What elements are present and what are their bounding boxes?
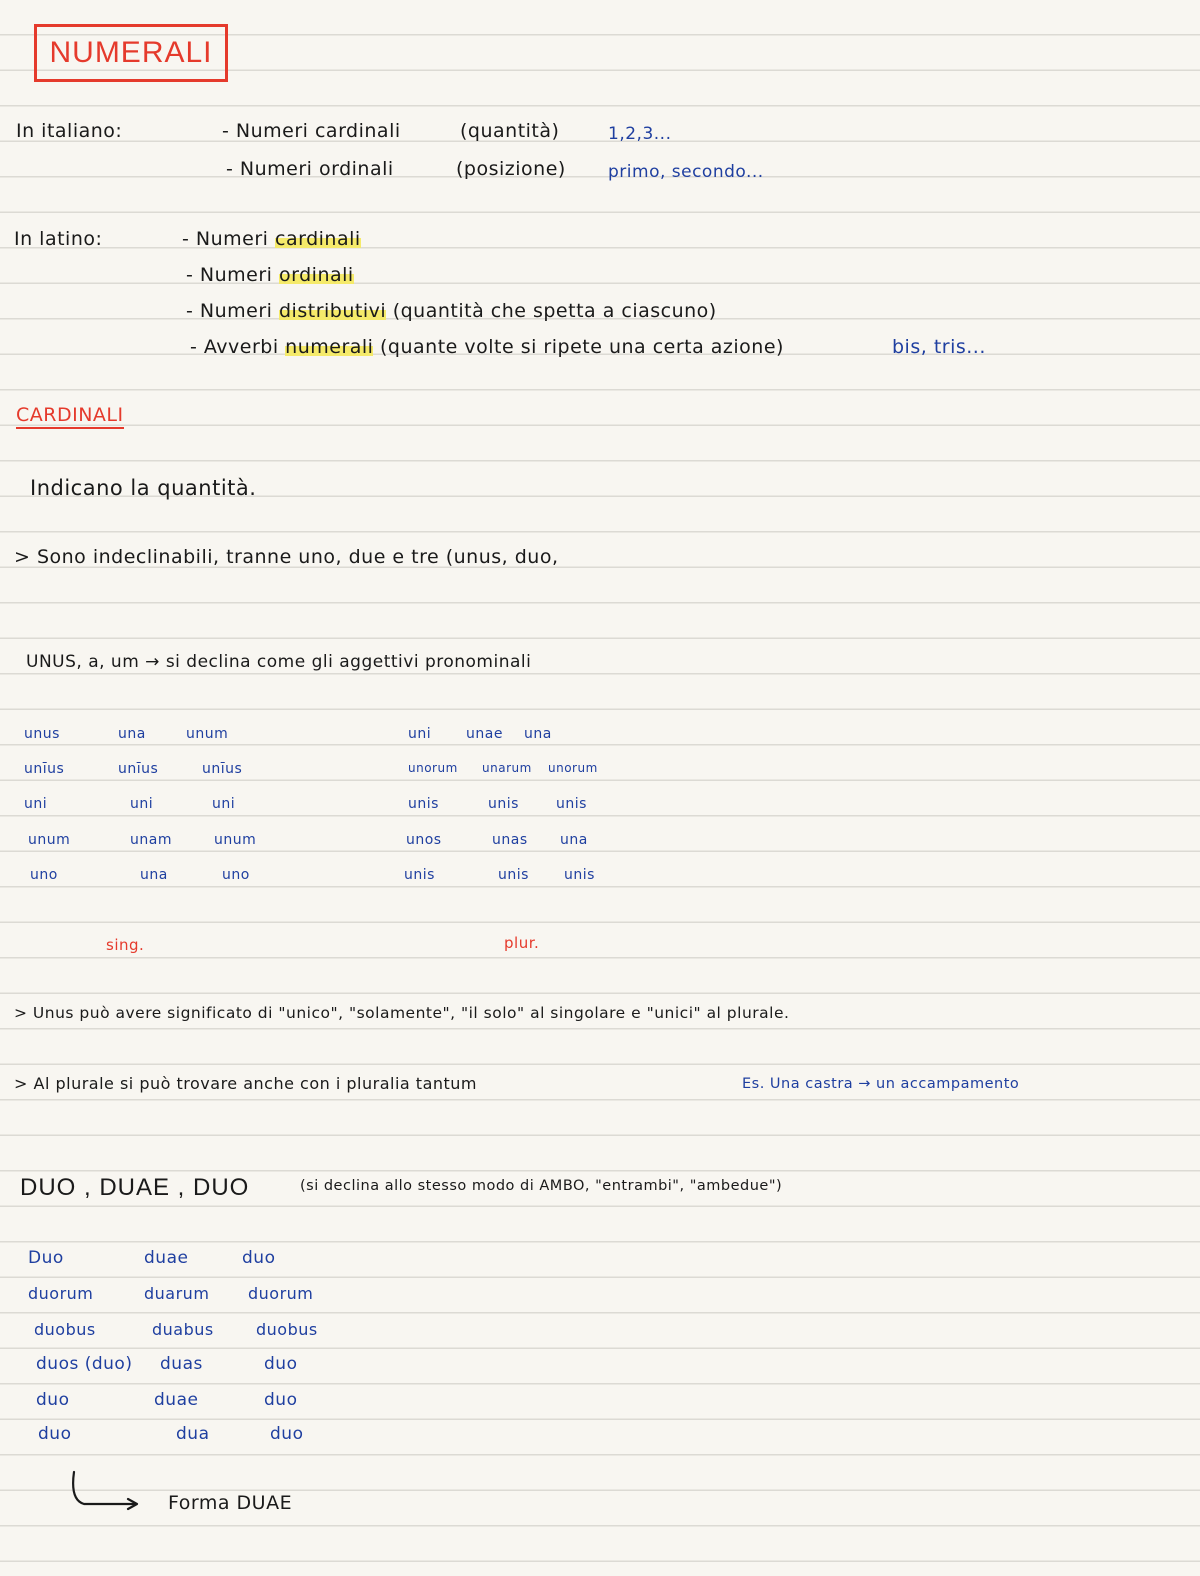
table-cell: unus bbox=[24, 726, 60, 742]
table-cell: uno bbox=[222, 867, 250, 883]
table-cell: duo bbox=[270, 1424, 304, 1444]
table-cell: dua bbox=[176, 1424, 210, 1444]
table-cell: unas bbox=[492, 832, 528, 848]
latino-item-highlight: numerali bbox=[285, 336, 374, 358]
italiano-item-ordinali: - Numeri ordinali bbox=[226, 158, 394, 180]
table-cell: duorum bbox=[248, 1284, 314, 1303]
cardinali-intro: Indicano la quantità. bbox=[30, 476, 257, 500]
cardinali-heading: CARDINALI bbox=[16, 404, 124, 429]
table-cell: unos bbox=[406, 832, 442, 848]
latino-item-note: (quante volte si ripete una certa azione) bbox=[380, 336, 784, 358]
unus-note-2-example: Es. Una castra → un accampamento bbox=[742, 1076, 1020, 1092]
plur-label: plur. bbox=[504, 934, 540, 952]
table-cell: duorum bbox=[28, 1284, 94, 1303]
table-cell: unarum bbox=[482, 761, 532, 775]
duo-heading: DUO , DUAE , DUO bbox=[20, 1174, 250, 1201]
table-cell: unis bbox=[564, 867, 595, 883]
table-cell: unum bbox=[186, 726, 229, 742]
latino-item-prefix: - Numeri bbox=[182, 228, 269, 250]
table-cell: unis bbox=[556, 796, 587, 812]
table-cell: duo bbox=[242, 1248, 276, 1268]
latino-item-distributivi bbox=[186, 300, 717, 322]
latino-item-prefix: - Numeri bbox=[186, 300, 273, 322]
italiano-item-cardinali-example: 1,2,3... bbox=[608, 124, 672, 144]
table-cell: duo bbox=[38, 1424, 72, 1444]
hook-arrow-icon bbox=[66, 1470, 146, 1516]
table-cell: unorum bbox=[548, 761, 598, 775]
table-cell: unam bbox=[130, 832, 172, 848]
italiano-item-cardinali: - Numeri cardinali bbox=[222, 120, 401, 142]
table-cell: una bbox=[118, 726, 146, 742]
table-cell: duo bbox=[264, 1390, 298, 1410]
italiano-item-ordinali-note: (posizione) bbox=[456, 158, 566, 180]
cardinali-rule: > Sono indeclinabili, tranne uno, due e tre (unus, duo, bbox=[14, 546, 559, 568]
table-cell: unis bbox=[498, 867, 529, 883]
duo-arrow-note: Forma DUAE bbox=[168, 1492, 293, 1514]
table-cell: unorum bbox=[408, 761, 458, 775]
table-cell: uni bbox=[130, 796, 154, 812]
latino-item-highlight: distributivi bbox=[279, 300, 387, 322]
sing-label: sing. bbox=[106, 936, 145, 954]
italiano-label: In italiano: bbox=[16, 120, 123, 142]
table-cell: duo bbox=[264, 1354, 298, 1374]
table-cell: unum bbox=[28, 832, 71, 848]
table-cell: unis bbox=[488, 796, 519, 812]
table-cell: una bbox=[560, 832, 588, 848]
table-cell: unis bbox=[404, 867, 435, 883]
unus-note-2: > Al plurale si può trovare anche con i pluralia tantum bbox=[14, 1074, 478, 1093]
table-cell: uni bbox=[408, 726, 432, 742]
latino-item-note: (quantità che spetta a ciascuno) bbox=[392, 300, 717, 322]
latino-item-avverbi bbox=[190, 336, 784, 358]
table-cell: unum bbox=[214, 832, 257, 848]
latino-item-highlight: ordinali bbox=[279, 264, 354, 286]
table-cell: uno bbox=[30, 867, 58, 883]
latino-item-ordinali bbox=[186, 264, 354, 286]
table-cell: Duo bbox=[28, 1248, 64, 1268]
table-cell: unīus bbox=[202, 761, 243, 777]
latino-label: In latino: bbox=[14, 228, 103, 250]
unus-heading: UNUS, a, um → si declina come gli aggettivi pronominali bbox=[26, 652, 532, 672]
latino-item-prefix: - Avverbi bbox=[190, 336, 279, 358]
table-cell: duo bbox=[36, 1390, 70, 1410]
table-cell: una bbox=[140, 867, 168, 883]
italiano-item-cardinali-note: (quantità) bbox=[460, 120, 560, 142]
table-cell: una bbox=[524, 726, 552, 742]
table-cell: unīus bbox=[24, 761, 65, 777]
page-title: NUMERALI bbox=[34, 24, 228, 82]
table-cell: duos (duo) bbox=[36, 1354, 133, 1374]
table-cell: duabus bbox=[152, 1320, 214, 1339]
latino-item-prefix: - Numeri bbox=[186, 264, 273, 286]
latino-item-highlight: cardinali bbox=[275, 228, 361, 250]
duo-heading-note: (si declina allo stesso modo di AMBO, "entrambi", "ambedue") bbox=[300, 1178, 783, 1194]
table-cell: uni bbox=[212, 796, 236, 812]
table-cell: unae bbox=[466, 726, 503, 742]
latino-item-cardinali bbox=[182, 228, 361, 250]
latino-item-avverbi-example: bis, tris... bbox=[892, 336, 986, 358]
table-cell: unīus bbox=[118, 761, 159, 777]
unus-note-1: > Unus può avere significato di "unico", "solamente", "il solo" al singolare e "unici" al plurale. bbox=[14, 1004, 790, 1022]
table-cell: duae bbox=[154, 1390, 199, 1410]
table-cell: unis bbox=[408, 796, 439, 812]
table-cell: duobus bbox=[34, 1320, 96, 1339]
table-cell: duae bbox=[144, 1248, 189, 1268]
table-cell: duobus bbox=[256, 1320, 318, 1339]
table-cell: duarum bbox=[144, 1284, 210, 1303]
italiano-item-ordinali-example: primo, secondo... bbox=[608, 162, 764, 182]
table-cell: duas bbox=[160, 1354, 203, 1374]
table-cell: uni bbox=[24, 796, 48, 812]
